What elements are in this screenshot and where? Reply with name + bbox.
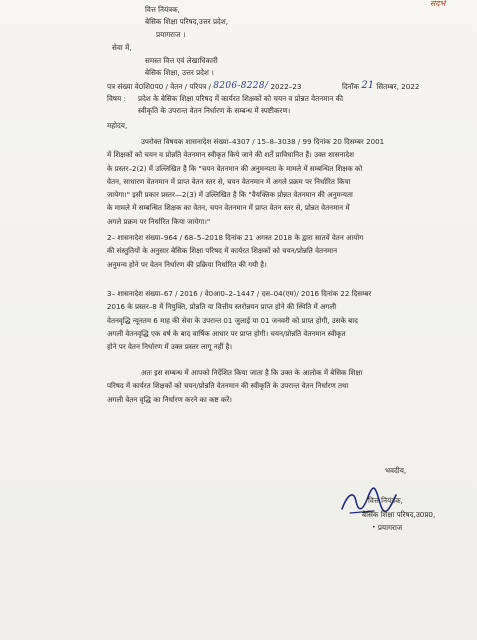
handwritten-date-day: 21	[361, 80, 375, 91]
para1-line: उपरोक्त विषयक शासनादेश संख्या–4307 / 15–8–3038 / 99 दिनांक 20 दिसम्बर 2001	[141, 137, 385, 146]
para1-line: के प्रस्तर–2(2) में उल्लिखित है कि "चयन वेतनमान की अनुमन्यता के मामले में सम्बन्धित शिक्षक को	[107, 163, 363, 173]
letter-number-prefix: पत्र संख्या वे0शि0प0 / वेतन / परिपत्र /	[107, 82, 211, 91]
para1-line: में शिक्षकों को चयन व प्रोन्नति वेतनमान स्वीकृत किये जाने की शर्तें प्राविधानित हैं। उक्त शासनादेश	[107, 150, 354, 160]
para1-line: अगले प्रक्रम पर निर्धारित किया जायेगा।"	[107, 216, 211, 226]
paragraph-4	[107, 366, 447, 406]
para1-line: के मामले में सम्बन्धित शिक्षक का वेतन, चयन वेतनमान में प्राप्त वेतन स्तर से, प्रोन्नत वेतनमान में	[107, 203, 350, 213]
to-line-1: समस्त वित्त एवं लेखाधिकारी	[145, 56, 218, 65]
paragraph-1	[107, 135, 447, 228]
letter-year: 2022–23	[270, 82, 302, 91]
para3-line: वेतनवृद्धि न्यूनतम 6 माह की सेवा के उपरान्त 01 जुलाई या 01 जनवरी को प्राप्त होगी, उसके बाद	[107, 315, 358, 325]
paragraph-2	[107, 231, 447, 271]
handwritten-dispatch-no: 8206-8228/	[213, 81, 269, 91]
para1-line: जायेगा।" इसी प्रकार प्रस्तर—2(3) में उल्लिखित है कि "वैयक्तिक प्रोन्नत वेतनमान की अनुमन्यता	[107, 190, 353, 200]
signatory-office: बेसिक शिक्षा परिषद,उ0प्र0,	[362, 510, 436, 519]
para1-line: वेतन, साधारण वेतनमान में प्राप्त वेतन स्तर से, चयन वेतनमान में अगले प्रक्रम पर निर्धारित किया	[107, 176, 351, 186]
to-prefix: सेवा में,	[112, 43, 132, 52]
signatory-place: • प्रयागराज	[372, 523, 403, 532]
para3-line: अगली वेतनवृद्धि एक वर्ष के बाद वार्षिक आधार पर प्राप्त होगी। चयन/प्रोन्नति वेतनमान स्वीकृत	[107, 328, 346, 338]
subject-line-2: स्वीकृति के उपरान्त वेतन निर्धारण के सम्बन्ध में स्पष्टीकरण।	[138, 106, 291, 115]
para2-line: की संस्तुतियों के अनुसार बेसिक शिक्षा परिषद में कार्यरत शिक्षकों को चयन/प्रोन्नति वेतनमान	[107, 246, 338, 256]
from-line-3: प्रयागराज ।	[156, 30, 186, 39]
signatory-designation: वित्त नियंत्रक,	[368, 496, 403, 505]
salutation: महोदय,	[107, 121, 128, 130]
signatory-place-text: प्रयागराज	[377, 523, 403, 532]
red-marginal-note: संदर्भ	[430, 0, 446, 8]
subject-label: विषय :	[107, 94, 126, 103]
from-line-2: बेसिक शिक्षा परिषद,उत्तर प्रदेश,	[145, 17, 229, 26]
date-month-year: सितम्बर, 2022	[376, 82, 420, 91]
para4-line: अगली वेतन वृद्धि का निर्धारण करने का कष्ट करें।	[107, 394, 232, 404]
para3-line: होने पर वेतन निर्धारण में उक्त प्रस्तर लागू नहीं है।	[107, 342, 233, 352]
date-label: दिनॉक	[342, 82, 360, 91]
para2-line: अनुमन्य होने पर वेतन निर्धारण की प्रक्रिया निर्धारित की गयी है।	[107, 259, 267, 269]
from-line-1: वित्त नियंत्रक,	[145, 5, 180, 14]
yours-faithfully: भवदीय,	[385, 466, 407, 475]
para3-line: 2016 के प्रस्तर–8 में नियुक्ति, प्रोन्नति या वित्तीय स्तरोन्नयन प्राप्त होने की स्थिति में अगली	[107, 302, 337, 312]
para3-line: 3– शासनादेश संख्या–67 / 2016 / वे0आ0–2–1447 / दस–04(एम)/ 2016 दिनांक 22 दिसम्बर	[107, 289, 372, 298]
to-line-2: बेसिक शिक्षा, उत्तर प्रदेश ।	[145, 68, 214, 77]
paragraph-3	[107, 287, 447, 353]
letter-number	[107, 82, 301, 92]
para2-line: 2– शासनादेश संख्या–964 / 68–5–2018 दिनांक 21 अगस्त 2018 के द्वारा सातवें वेतन आयोग	[107, 233, 364, 242]
subject-line-1: प्रदेश के बेसिक शिक्षा परिषद में कार्यरत शिक्षकों को चयन व प्रोन्नत वेतनमान की	[138, 94, 344, 103]
para4-line: परिषद में कार्यरत शिक्षकों को चयन/प्रोन्नति वेतनमान की स्वीकृति के उपरान्त वेतन निर्धारण तथा	[107, 381, 349, 391]
letter-date	[342, 82, 419, 91]
para4-line: अतः इस सम्बन्ध में आपको निर्देशित किया जाता है कि उक्त के आलोक में बेसिक शिक्षा	[141, 368, 363, 377]
